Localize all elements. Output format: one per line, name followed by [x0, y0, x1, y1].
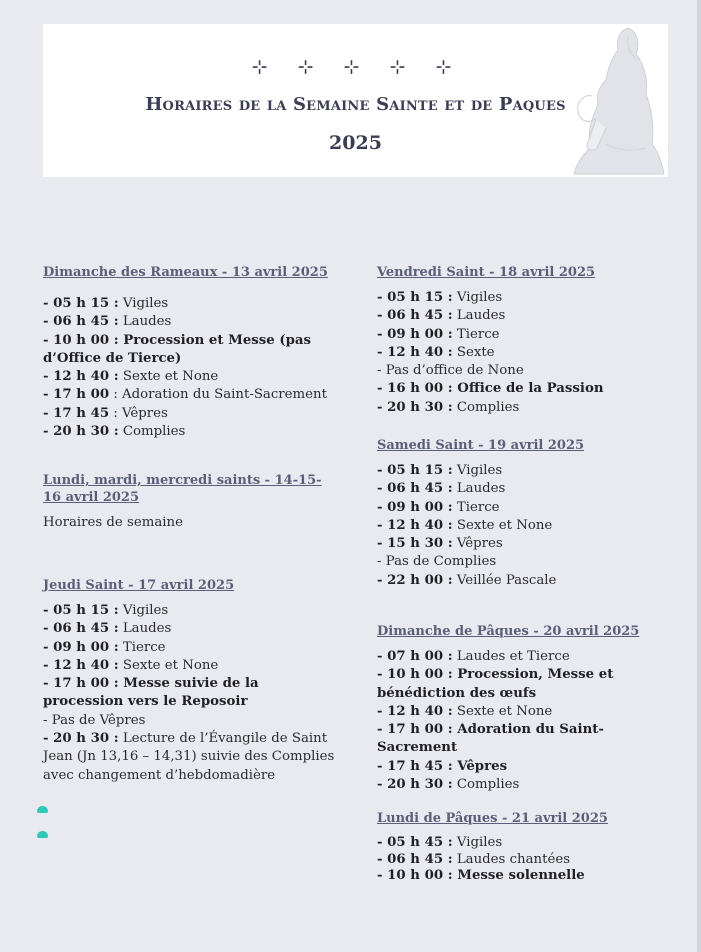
section-lundi-mardi-mercredi — [43, 472, 335, 532]
page-year: 2025 — [329, 132, 382, 154]
schedule-item: - 12 h 40 : Sexte et None — [377, 703, 553, 719]
section-samedi-saint — [377, 437, 669, 590]
section-title: Dimanche de Pâques - 20 avril 2025 — [377, 624, 640, 639]
section-title: Samedi Saint - 19 avril 2025 — [377, 438, 585, 453]
schedule-item: - 12 h 40 : Sexte et None — [43, 369, 219, 385]
schedule-list — [43, 295, 335, 441]
schedule-item: - 06 h 45 : Laudes — [43, 621, 172, 637]
schedule-item: - 09 h 00 : Tierce — [43, 639, 166, 655]
decorative-bullet-icon — [37, 806, 48, 813]
schedule-item: - 17 h 00 : Adoration du Saint-Sacrement — [377, 722, 604, 756]
schedule-item: - 05 h 45 : Vigiles — [377, 835, 503, 850]
schedule-item: - 05 h 15 : Vigiles — [377, 290, 503, 305]
schedule-item: - 20 h 30 : Lecture de l’Évangile de Saint Jean (Jn 13,16 – 14,31) suivie des Complies avec changement d’hebdomadière — [43, 731, 335, 783]
schedule-list — [377, 289, 669, 417]
schedule-item: - Pas de Vêpres — [43, 712, 146, 728]
schedule-item: - Pas d’office de None — [377, 363, 524, 379]
section-vendredi-saint — [377, 264, 669, 417]
schedule-item: - 12 h 40 : Sexte et None — [43, 657, 219, 673]
page-edge — [697, 0, 701, 952]
schedule-item: - 20 h 30 : Complies — [377, 777, 520, 793]
page-title: Horaires de la Semaine Sainte et de Paques — [145, 94, 566, 115]
section-title: Dimanche des Rameaux - 13 avril 2025 — [43, 265, 328, 280]
schedule-note: Horaires de semaine — [43, 515, 183, 530]
schedule-item: - 09 h 00 : Tierce — [377, 499, 500, 515]
header-banner — [43, 24, 668, 177]
section-jeudi-saint — [43, 577, 335, 785]
schedule-item: - 17 h 45 : Vêpres — [377, 758, 508, 774]
section-title: Lundi de Pâques - 21 avril 2025 — [377, 811, 608, 826]
schedule-item: - Pas de Complies — [377, 554, 497, 570]
schedule-item: - 10 h 00 : Procession et Messe (pas d’Office de Tierce) — [43, 332, 312, 366]
schedule-item: - 05 h 15 : Vigiles — [43, 296, 169, 311]
section-rameaux — [43, 264, 335, 441]
schedule-item: - 12 h 40 : Sexte — [377, 344, 495, 360]
section-lundi-paques — [377, 810, 669, 885]
schedule-item: - 06 h 45 : Laudes — [43, 314, 172, 330]
nun-silhouette-icon — [536, 24, 666, 177]
schedule-list — [377, 462, 669, 590]
schedule-item: - 07 h 00 : Laudes et Tierce — [377, 649, 570, 664]
schedule-item: - 17 h 00 : Messe suivie de la procession vers le Reposoir — [43, 676, 259, 710]
schedule-list — [377, 835, 669, 885]
section-title: Vendredi Saint - 18 avril 2025 — [377, 265, 596, 280]
schedule-list — [377, 648, 669, 794]
schedule-item: - 17 h 45 : Vêpres — [43, 405, 168, 421]
schedule-item: - 09 h 00 : Tierce — [377, 326, 500, 342]
decorative-bullet-icon — [37, 831, 48, 838]
schedule-list — [43, 602, 335, 785]
section-dimanche-paques — [377, 623, 669, 794]
schedule-item: - 10 h 00 : Procession, Messe et bénédiction des œufs — [377, 667, 614, 701]
section-title: Jeudi Saint - 17 avril 2025 — [43, 578, 235, 593]
schedule-item: - 06 h 45 : Laudes chantées — [377, 851, 571, 867]
schedule-item: - 10 h 00 : Messe solennelle — [377, 868, 585, 883]
schedule-item: - 17 h 00 : Adoration du Saint-Sacrement — [43, 387, 327, 403]
schedule-item: - 22 h 00 : Veillée Pascale — [377, 572, 557, 588]
schedule-item: - 06 h 45 : Laudes — [377, 481, 506, 497]
schedule-item: - 06 h 45 : Laudes — [377, 308, 506, 324]
cross-ornament-icon: ⊹ ⊹ ⊹ ⊹ ⊹ — [251, 56, 464, 78]
schedule-item: - 16 h 00 : Office de la Passion — [377, 381, 604, 397]
schedule-item: - 20 h 30 : Complies — [43, 424, 186, 440]
schedule-item: - 15 h 30 : Vêpres — [377, 536, 503, 552]
section-title: Lundi, mardi, mercredi saints - 14-15-16 avril 2025 — [43, 473, 322, 505]
schedule-item: - 05 h 15 : Vigiles — [377, 463, 503, 478]
schedule-item: - 05 h 15 : Vigiles — [43, 603, 169, 618]
schedule-item: - 12 h 40 : Sexte et None — [377, 517, 553, 533]
schedule-item: - 20 h 30 : Complies — [377, 399, 520, 415]
